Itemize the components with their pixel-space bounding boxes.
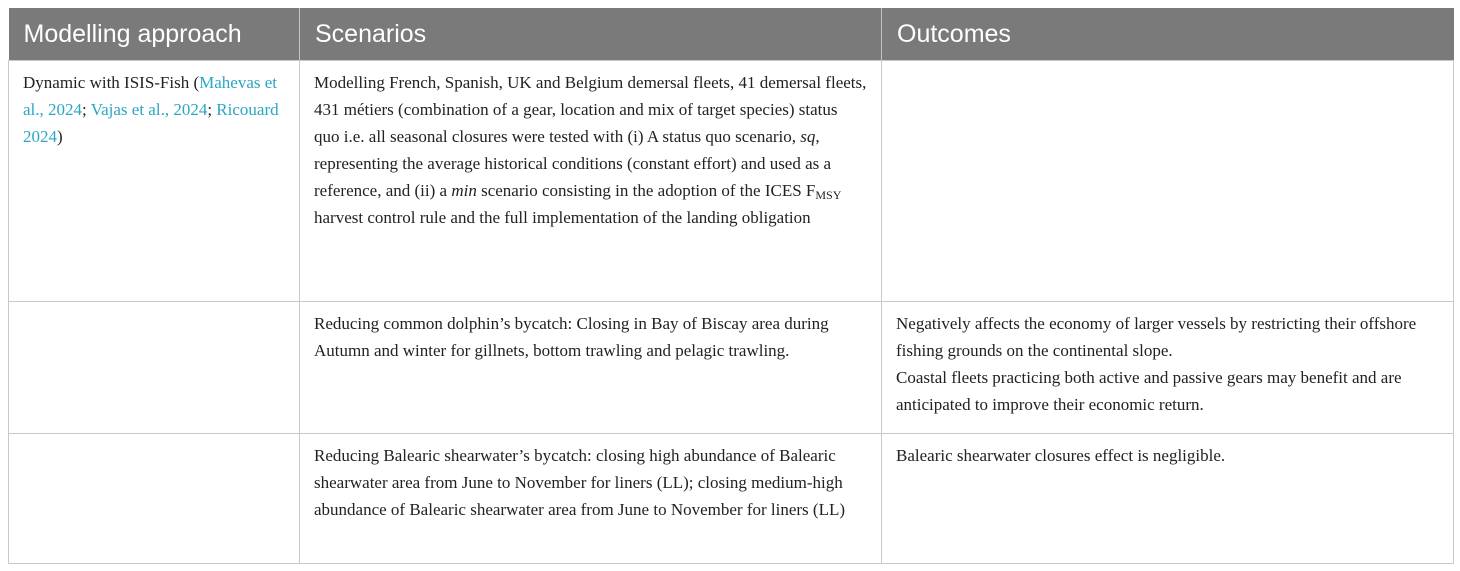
scenario-text: harvest control rule and the full implementation of the landing obligation	[314, 208, 811, 227]
citation-separator: ;	[82, 100, 91, 119]
header-outcomes: Outcomes	[882, 8, 1454, 61]
scenario-text: , representing the average historical conditions (constant effort) and used as a reference, and (ii) a	[314, 127, 832, 200]
scenario-cell: Reducing Balearic shearwater’s bycatch: closing high abundance of Balearic shearwater area from June to November for liners (LL); closing medium-high abundance of Balearic shearwater area from June to November for liners (LL)	[300, 434, 882, 564]
approach-cell	[9, 61, 300, 302]
approach-cell	[9, 302, 300, 434]
citation-link-vajas[interactable]: Vajas et al., 2024	[90, 100, 208, 119]
scenario-cell	[300, 61, 882, 302]
scenario-text: scenario consisting in the adoption of the ICES F	[476, 181, 816, 200]
citation-link-ricouard[interactable]: Ricouard 2024	[23, 100, 279, 146]
outcome-text: Coastal fleets practicing both active and passive gears may benefit and are anticipated to improve their economic return.	[896, 368, 1402, 414]
outcome-text: Balearic shearwater closures effect is negligible.	[896, 446, 1226, 465]
outcome-cell	[882, 61, 1454, 302]
header-modelling-approach: Modelling approach	[9, 8, 300, 61]
outcome-text: Negatively affects the economy of larger vessels by restricting their offshore fishing grounds on the continental slope.	[896, 314, 1417, 360]
outcome-cell	[882, 302, 1454, 434]
table-row	[9, 434, 1454, 564]
scenario-text: Modelling French, Spanish, UK and Belgium demersal fleets, 41 demersal fleets, 431 métiers (combination of a gear, location and mix of target species) status quo i.e. all seasonal closures were tested with (i) A status quo scenario,	[314, 73, 867, 146]
approach-suffix: )	[57, 127, 63, 146]
scenario-subscript-msy: MSY	[815, 188, 842, 202]
scenario-italic-sq: sq	[800, 127, 816, 146]
approach-prefix: Dynamic with ISIS-Fish (	[23, 73, 200, 92]
table-header	[9, 8, 1454, 61]
header-row	[9, 8, 1454, 61]
citation-link-mahevas[interactable]: Mahevas et al., 2024	[23, 73, 278, 119]
table-body	[9, 61, 1454, 564]
table-row	[9, 302, 1454, 434]
citation-separator: ;	[207, 100, 217, 119]
data-table	[8, 8, 1454, 564]
table-row	[9, 61, 1454, 302]
header-scenarios: Scenarios	[300, 8, 882, 61]
approach-cell	[9, 434, 300, 564]
scenario-cell: Reducing common dolphin’s bycatch: Closing in Bay of Biscay area during Autumn and winter for gillnets, bottom trawling and pelagic trawling.	[300, 302, 882, 434]
scenario-italic-min: min	[451, 181, 477, 200]
outcome-cell	[882, 434, 1454, 564]
